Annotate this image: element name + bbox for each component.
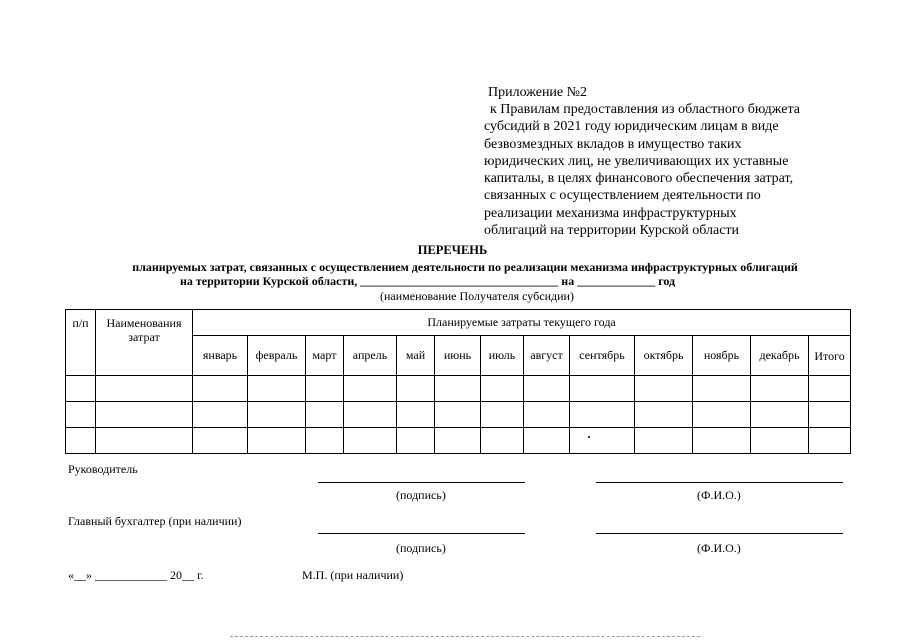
month-header: декабрь [751, 336, 809, 376]
month-header: август [524, 336, 570, 376]
month-header: апрель [344, 336, 397, 376]
recipient-caption: (наименование Получателя субсидии) [380, 289, 574, 303]
appendix-line: к Правилам предоставления из областного бюджета [490, 102, 800, 117]
scan-speck [588, 436, 590, 438]
table-row [66, 402, 851, 428]
month-header: июнь [435, 336, 481, 376]
header-row [66, 310, 851, 336]
month-header: октябрь [635, 336, 693, 376]
appendix-line: капиталы, в целях финансового обеспечения затрат, [484, 171, 794, 187]
month-header: май [397, 336, 435, 376]
column-header-number: п/п [66, 310, 96, 376]
planned-costs-table [65, 309, 851, 454]
month-header: июль [481, 336, 524, 376]
accountant-name-caption: (Ф.И.О.) [697, 541, 741, 555]
date-line: «__» ____________ 20__ г. [68, 568, 204, 582]
column-header-cost-name: Наименования затрат [96, 310, 193, 376]
month-header: февраль [248, 336, 306, 376]
accountant-signature-line [318, 533, 525, 534]
head-name-line [596, 482, 843, 483]
head-signature-caption: (подпись) [396, 488, 446, 502]
month-header: январь [193, 336, 248, 376]
appendix-line: облигаций на территории Курской области [484, 223, 740, 239]
month-header: сентябрь [570, 336, 635, 376]
appendix-line: связанных с осуществлением деятельности по [484, 188, 761, 204]
accountant-label: Главный бухгалтер (при наличии) [68, 514, 242, 528]
stamp-label: М.П. (при наличии) [302, 568, 404, 582]
scan-artifact [230, 636, 700, 637]
month-header: март [306, 336, 344, 376]
appendix-title: Приложение №2 [488, 85, 587, 100]
document-subtitle-line2: на территории Курской области, _________________________________ на _____________ год [180, 274, 676, 288]
head-name-caption: (Ф.И.О.) [697, 488, 741, 502]
appendix-line: безвозмездных вкладов в имущество таких [484, 136, 742, 152]
document-subtitle: планируемых затрат, связанных с осуществлением деятельности по реализации механизма инфраструктурных облигаций [132, 260, 798, 274]
appendix-line: субсидий в 2021 году юридическим лицам в виде [484, 119, 779, 135]
accountant-name-line [596, 533, 843, 534]
head-signature-line [318, 482, 525, 483]
column-group-header: Планируемые затраты текущего года [193, 310, 851, 336]
table-row [66, 428, 851, 454]
month-header: ноябрь [693, 336, 751, 376]
document-title: ПЕРЕЧЕНЬ [417, 243, 488, 257]
accountant-signature-caption: (подпись) [396, 541, 446, 555]
total-header: Итого [809, 336, 851, 376]
appendix-line: юридических лиц, не увеличивающих их уставные [484, 153, 789, 169]
head-label: Руководитель [68, 462, 138, 476]
table-row [66, 376, 851, 402]
appendix-line: реализации механизма инфраструктурных [484, 205, 737, 221]
appendix-text [484, 101, 844, 239]
